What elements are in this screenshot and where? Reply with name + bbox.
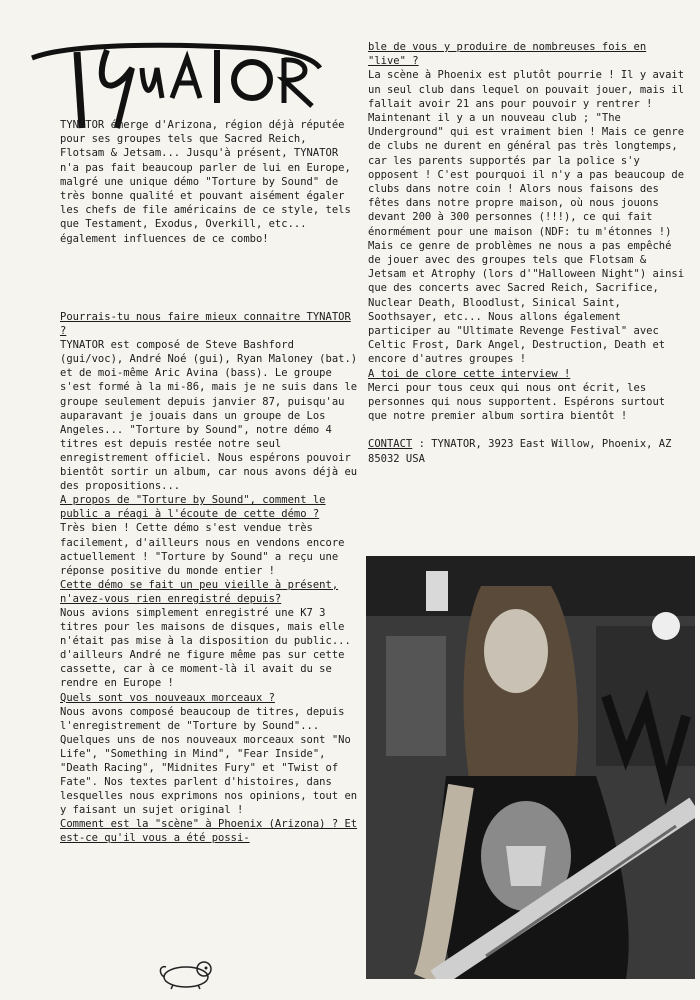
mascot-icon [158, 955, 218, 990]
left-column [60, 310, 360, 846]
question-1: Pourrais-tu nous faire mieux connaitre TYNATOR ? [60, 311, 351, 338]
question-2: A propos de "Torture by Sound", comment le public a réagi à l'écoute de cette démo ? [60, 494, 326, 521]
answer-2: Très bien ! Cette démo s'est vendue très facilement, d'ailleurs nous en vendons encore actuellement ! "Torture by Sound" a reçu une réponse positive du monde entier ! [60, 522, 345, 577]
question-6: A toi de clore cette interview ! [368, 367, 571, 380]
question-4: Quels sont vos nouveaux morceaux ? [60, 691, 275, 704]
contact-label: CONTACT [368, 438, 413, 451]
question-5-continued: ble de vous y produire de nombreuses fois en "live" ? [368, 41, 647, 68]
question-3: Cette démo se fait un peu vieille à présent, n'avez-vous rien enregistré depuis? [60, 578, 339, 605]
mascot-drawing [158, 955, 218, 990]
photo-illustration [366, 556, 695, 979]
contact-address: : TYNATOR, 3923 East Willow, Phoenix, AZ 85032 USA [368, 438, 672, 465]
answer-6: Merci pour tous ceux qui nous ont écrit, les personnes qui nous supportent. Espérons surtout que notre premier album sortira bientôt ! [368, 381, 666, 423]
answer-4: Nous avons composé beaucoup de titres, depuis l'enregistrement de "Torture by Sound"... Quelques uns de nos nouveaux morceaux sont "No Life", "Something in Mind", "Fear Inside", "Death Racing", "Midnites Fury" et "Twist of Fate". Nos textes parlent d'histoires, dans lesquelles nous exprimons nos opinions, tout en y faisant un sujet original ! [60, 705, 358, 817]
right-column [368, 40, 690, 466]
answer-5: La scène à Phoenix est plutôt pourrie ! Il y avait un seul club dans lequel on pouvait jouer, mais il fallait avoir 21 ans pour pouvoir y rentrer ! Maintenant il y a un nouveau club ; "The Underground" qui est vraiment bien ! Mais ce genre de clubs ne durent en général pas très longtemps, car les parents supportés par la police s'y opposent ! C'est pourquoi il n'y a pas beaucoup de clubs dans notre coin ! Alors nous faisons des fêtes dans notre propre maison, où nous jouons devant 200 à 300 personnes (!!!), ce qui fait énormément pour une maison (NDF: tu m'étonnes !) Mais ce genre de problèmes ne nous a pas empêché de jouer avec des groupes tels que Flotsam & Jetsam et Atrophy (lors d'"Halloween Night") ainsi que des concerts avec Sacred Reich, Sacrifice, Nuclear Death, Bloodlust, Sinical Saint, Soothsayer, etc... Nous allons également participer au "Ultimate Revenge Festival" avec Celtic Frost, Dark Angel, Destruction, Death et encore d'autres groupes ! [368, 69, 685, 366]
question-5: Comment est la "scène" à Phoenix (Arizona) ? Et est-ce qu'il vous a été possi- [60, 818, 358, 845]
contact-line [368, 437, 690, 465]
answer-1: TYNATOR est composé de Steve Bashford (gui/voc), André Noé (gui), Ryan Maloney (bat.) et de moi-même Aric Avina (bass). Le groupe s'est formé à la mi-86, mais je ne suis dans le groupe seulement depuis janvier 87, puisqu'au auparavant je jouais dans un groupe de Los Angeles... "Torture by Sound", notre démo 4 titres est depuis restée notre seul enregistrement officiel. Nous espérons pouvoir bientôt sortir un album, car nous avons déjà eu des propositions... [60, 339, 358, 493]
intro-paragraph: TYNATOR émerge d'Arizona, région déjà réputée pour ses groupes tels que Sacred Reich, Flotsam & Jetsam... Jusqu'à présent, TYNATOR n'a pas fait beaucoup parler de lui en Europe, malgré une unique démo "Torture by Sound" de très bonne qualité et pouvant aisément égaler les chefs de file américains de ce style, tels que Testament, Exodus, Overkill, etc... également influences de ce combo! [60, 119, 351, 245]
answer-3: Nous avions simplement enregistré une K7 3 titres pour les maisons de disques, mais elle n'était pas mise à la disposition du public... d'ailleurs André ne figure même pas sur cette cassette, car à ce moment-là il avait du se rendre en Europe ! [60, 606, 351, 690]
band-member-photo [366, 556, 695, 979]
